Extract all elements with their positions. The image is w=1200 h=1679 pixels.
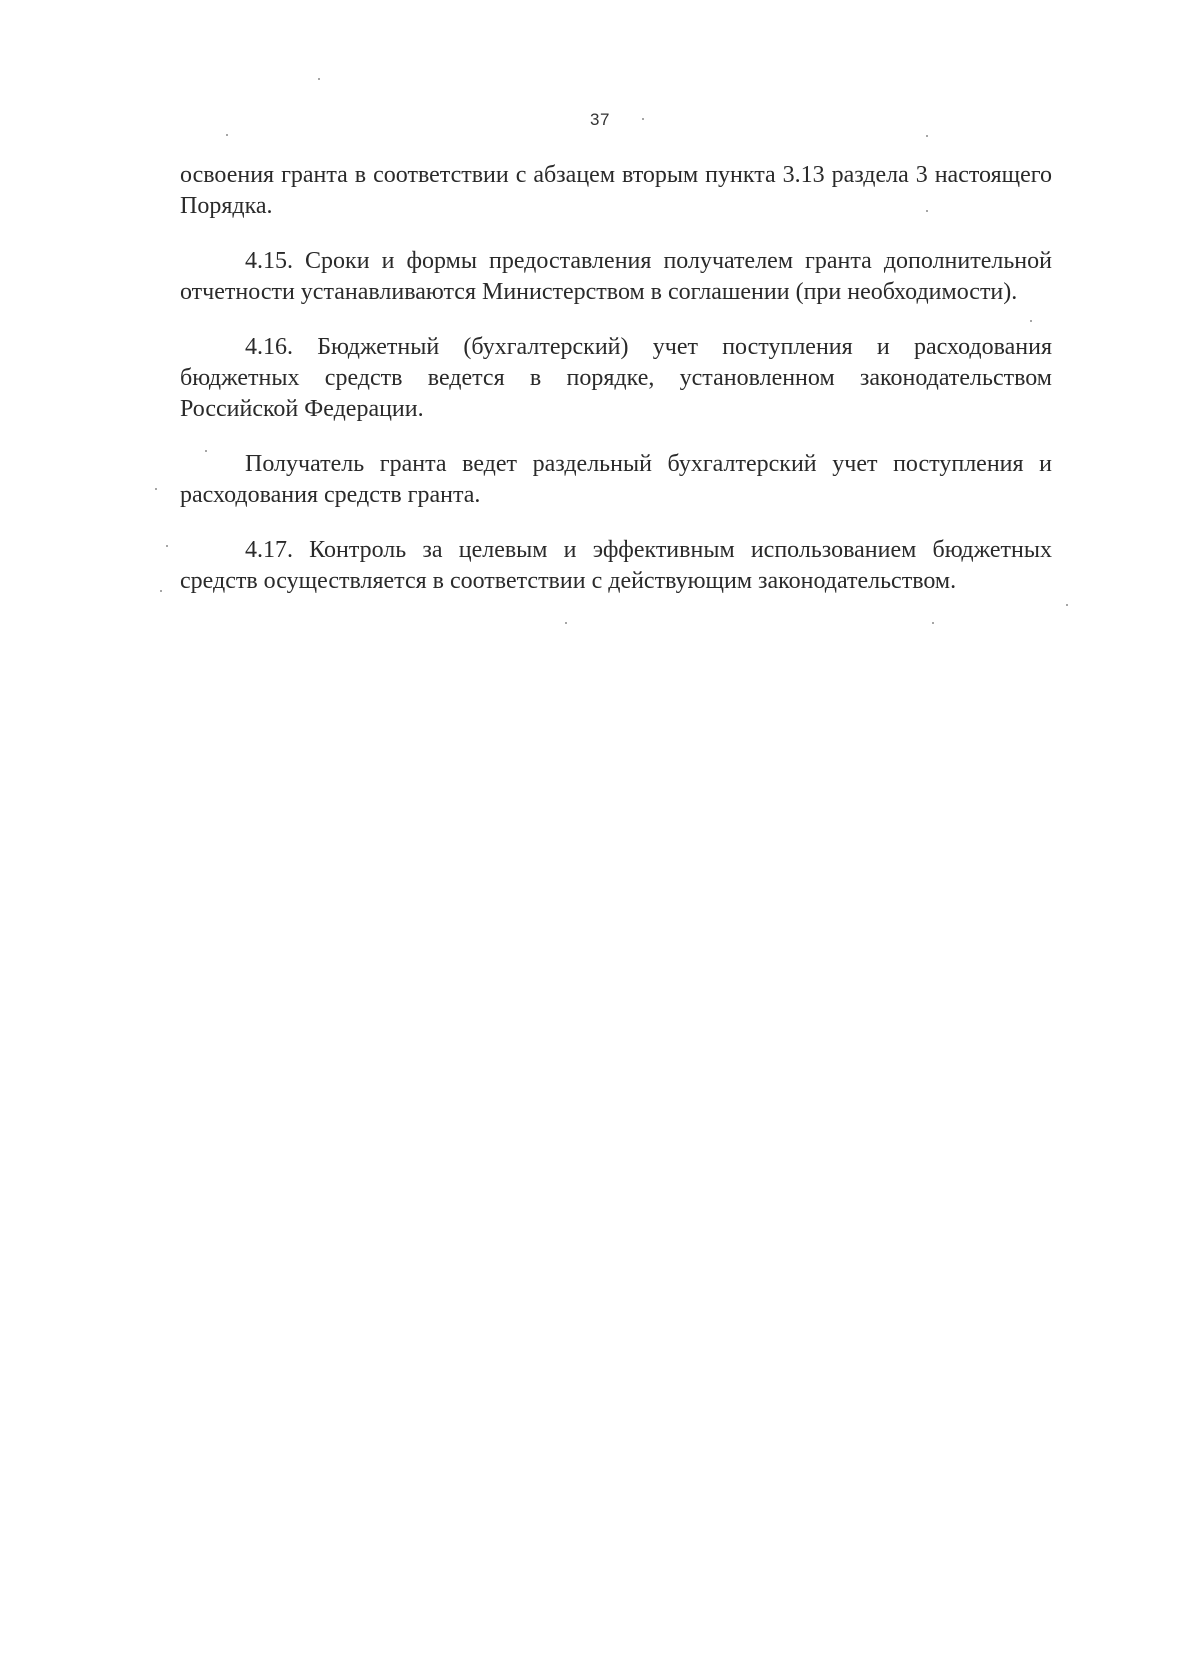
scan-speck bbox=[226, 134, 228, 136]
scan-speck bbox=[642, 118, 644, 120]
document-body bbox=[180, 160, 1052, 621]
scan-speck bbox=[1030, 320, 1032, 322]
scan-speck bbox=[205, 450, 207, 452]
scan-speck bbox=[160, 590, 162, 592]
page-number: 37 bbox=[590, 110, 610, 129]
scan-speck bbox=[155, 488, 157, 490]
scan-speck bbox=[926, 210, 928, 212]
paragraph-4-17: 4.17. Контроль за целевым и эффективным использованием бюджетных средств осуществляется в соответствии с действующим законодательством. bbox=[180, 537, 1052, 594]
scan-speck bbox=[166, 545, 168, 547]
scan-speck bbox=[1066, 604, 1068, 606]
scan-speck bbox=[318, 78, 320, 80]
paragraph-continuation: освоения гранта в соответствии с абзацем вторым пункта 3.13 раздела 3 настоящего Порядка. bbox=[180, 162, 1052, 219]
paragraph-4-15: 4.15. Сроки и формы предоставления получателем гранта дополнительной отчетности устанавливаются Министерством в соглашении (при необходимости). bbox=[180, 248, 1052, 305]
scan-speck bbox=[926, 135, 928, 137]
scan-speck bbox=[932, 622, 934, 624]
paragraph-recipient-accounting: Получатель гранта ведет раздельный бухгалтерский учет поступления и расходования средств гранта. bbox=[180, 451, 1052, 508]
scan-speck bbox=[565, 622, 567, 624]
paragraph-4-16: 4.16. Бюджетный (бухгалтерский) учет поступления и расходования бюджетных средств ведется в порядке, установленном законодательством Российской Федерации. bbox=[180, 334, 1052, 422]
